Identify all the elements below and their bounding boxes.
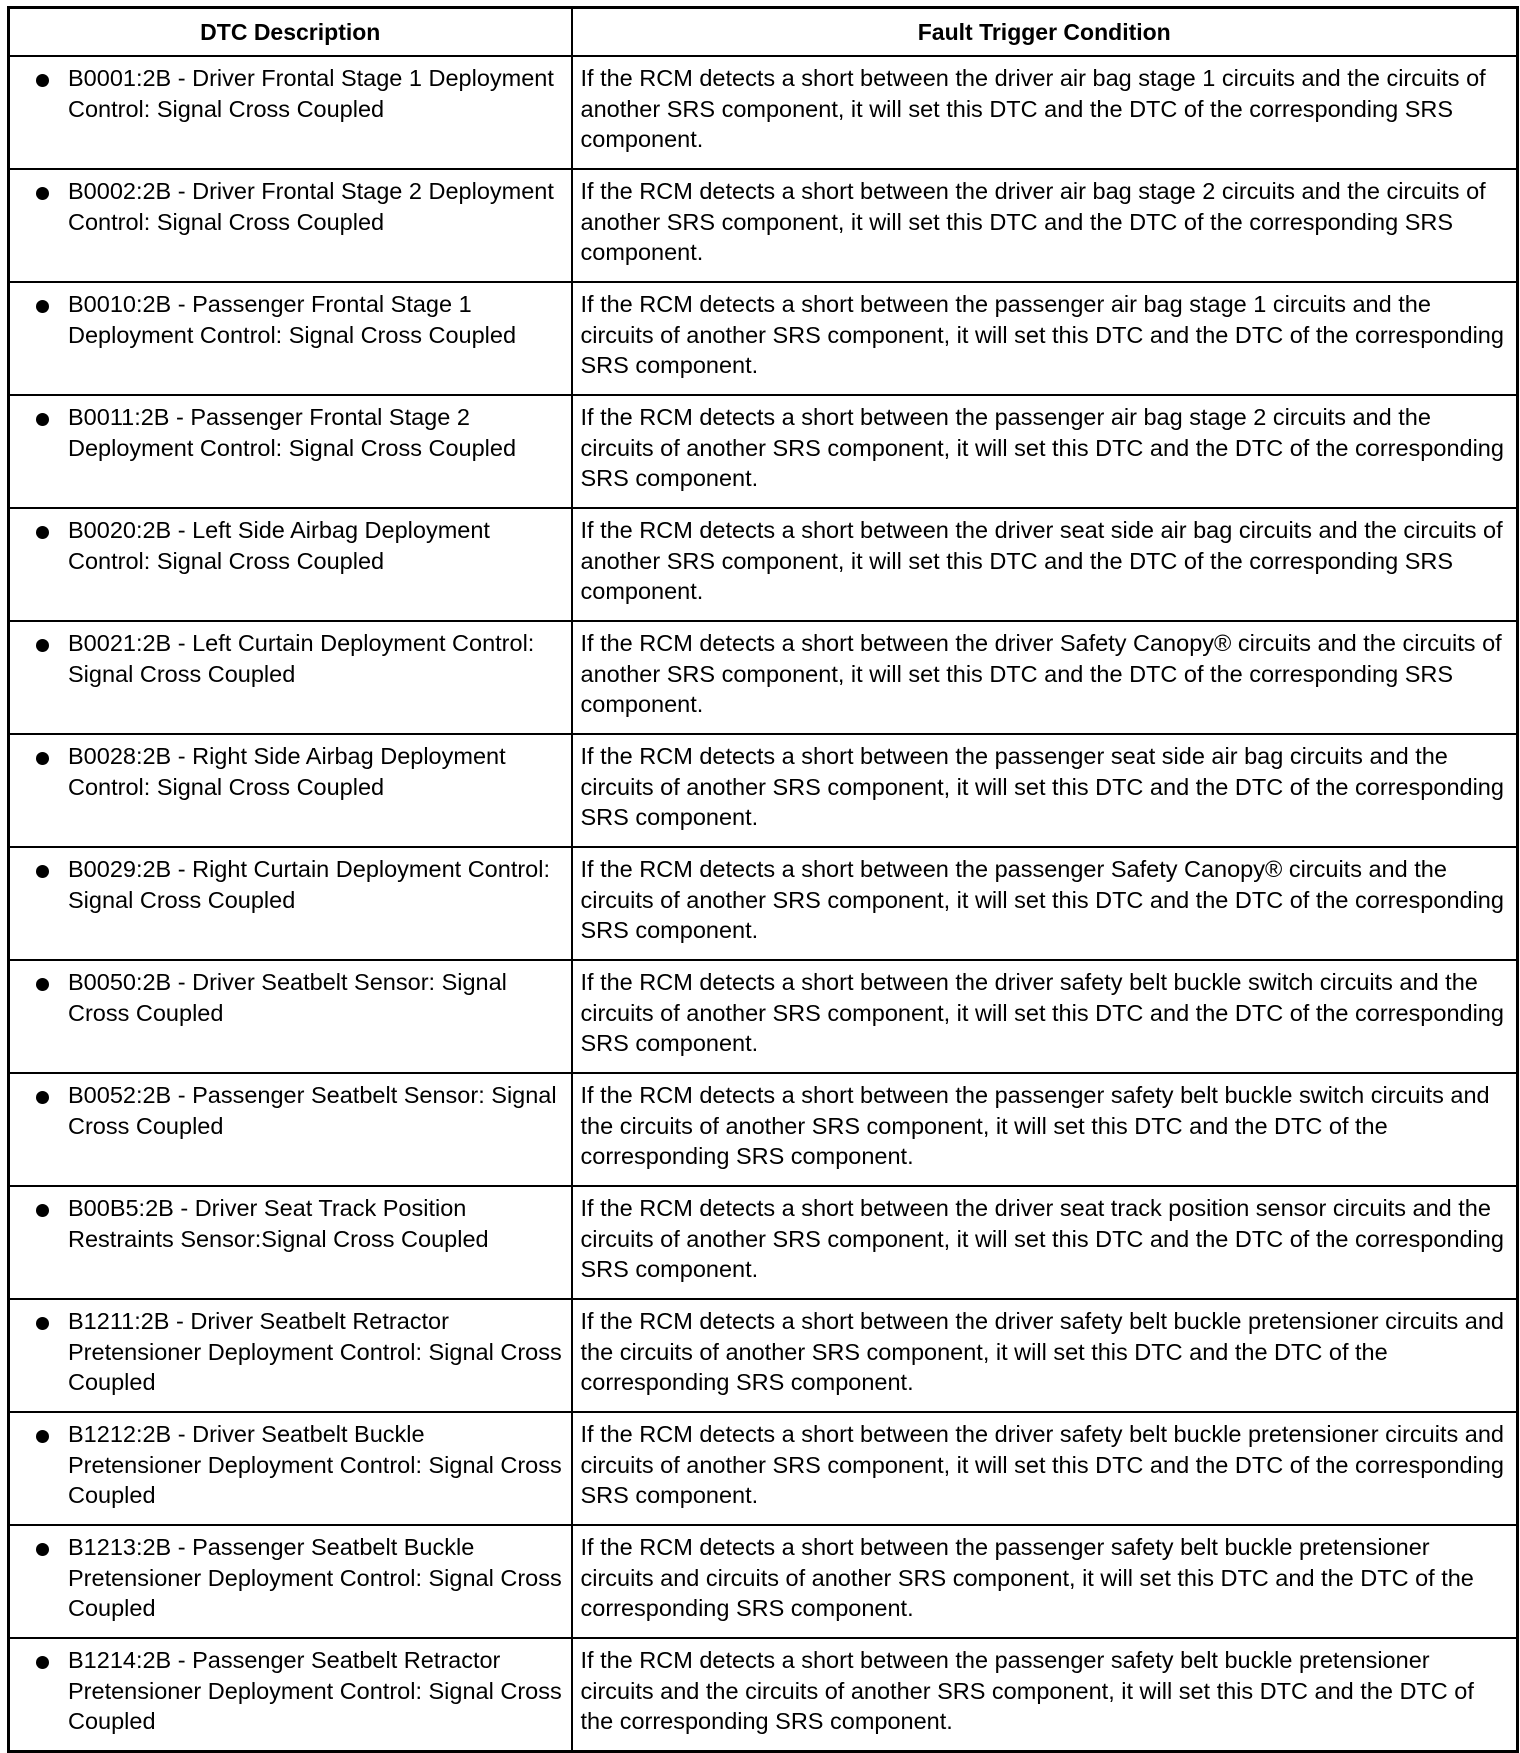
dtc-description-cell — [9, 621, 572, 734]
fault-condition-cell: If the RCM detects a short between the driver safety belt buckle pretensioner circuits and circuits of another SRS component, it will set this DTC and the DTC of the corresponding SRS component. — [572, 1412, 1518, 1525]
dtc-description-text: B1211:2B - Driver Seatbelt Retractor Pretensioner Deployment Control: Signal Cross Coupled — [68, 1308, 562, 1395]
bullet-icon — [36, 1317, 49, 1330]
bullet-icon — [36, 74, 49, 87]
bullet-icon — [36, 300, 49, 313]
table-row — [9, 1525, 1518, 1638]
fault-condition-cell: If the RCM detects a short between the driver seat track position sensor circuits and the circuits of another SRS component, it will set this DTC and the DTC of the corresponding SRS component. — [572, 1186, 1518, 1299]
table-header-row — [9, 8, 1518, 57]
fault-condition-cell: If the RCM detects a short between the driver air bag stage 1 circuits and the circuits of another SRS component, it will set this DTC and the DTC of the corresponding SRS component. — [572, 56, 1518, 169]
table-row — [9, 734, 1518, 847]
dtc-description-text: B0002:2B - Driver Frontal Stage 2 Deployment Control: Signal Cross Coupled — [68, 178, 554, 235]
dtc-description-cell — [9, 1299, 572, 1412]
bullet-icon — [36, 978, 49, 991]
dtc-description-cell — [9, 734, 572, 847]
dtc-description-cell — [9, 508, 572, 621]
table-row — [9, 282, 1518, 395]
bullet-icon — [36, 865, 49, 878]
fault-condition-cell: If the RCM detects a short between the passenger seat side air bag circuits and the circuits of another SRS component, it will set this DTC and the DTC of the corresponding SRS component. — [572, 734, 1518, 847]
dtc-description-cell — [9, 1186, 572, 1299]
bullet-icon — [36, 1543, 49, 1556]
dtc-description-cell — [9, 960, 572, 1073]
table-body — [9, 56, 1518, 1752]
fault-condition-cell: If the RCM detects a short between the passenger air bag stage 1 circuits and the circuits of another SRS component, it will set this DTC and the DTC of the corresponding SRS component. — [572, 282, 1518, 395]
dtc-description-text: B0052:2B - Passenger Seatbelt Sensor: Signal Cross Coupled — [68, 1082, 557, 1139]
dtc-description-text: B0029:2B - Right Curtain Deployment Control: Signal Cross Coupled — [68, 856, 550, 913]
dtc-description-cell — [9, 169, 572, 282]
fault-condition-cell: If the RCM detects a short between the passenger air bag stage 2 circuits and the circuits of another SRS component, it will set this DTC and the DTC of the corresponding SRS component. — [572, 395, 1518, 508]
table-row — [9, 621, 1518, 734]
dtc-description-cell — [9, 1412, 572, 1525]
header-dtc-description: DTC Description — [9, 8, 572, 57]
table-row — [9, 169, 1518, 282]
fault-condition-cell: If the RCM detects a short between the driver air bag stage 2 circuits and the circuits of another SRS component, it will set this DTC and the DTC of the corresponding SRS component. — [572, 169, 1518, 282]
dtc-table — [7, 6, 1519, 1753]
bullet-icon — [36, 1091, 49, 1104]
bullet-icon — [36, 752, 49, 765]
table-row — [9, 1412, 1518, 1525]
dtc-description-cell — [9, 1073, 572, 1186]
dtc-description-cell — [9, 1525, 572, 1638]
dtc-description-text: B0050:2B - Driver Seatbelt Sensor: Signal Cross Coupled — [68, 969, 507, 1026]
table-row — [9, 1073, 1518, 1186]
table-row — [9, 1638, 1518, 1752]
dtc-description-text: B0001:2B - Driver Frontal Stage 1 Deployment Control: Signal Cross Coupled — [68, 65, 554, 122]
bullet-icon — [36, 639, 49, 652]
fault-condition-cell: If the RCM detects a short between the passenger Safety Canopy® circuits and the circuits of another SRS component, it will set this DTC and the DTC of the corresponding SRS component. — [572, 847, 1518, 960]
dtc-description-text: B0028:2B - Right Side Airbag Deployment Control: Signal Cross Coupled — [68, 743, 506, 800]
table-row — [9, 960, 1518, 1073]
header-fault-trigger-condition: Fault Trigger Condition — [572, 8, 1518, 57]
dtc-description-text: B0011:2B - Passenger Frontal Stage 2 Deployment Control: Signal Cross Coupled — [68, 404, 517, 461]
table-row — [9, 847, 1518, 960]
bullet-icon — [36, 1430, 49, 1443]
dtc-description-text: B1212:2B - Driver Seatbelt Buckle Pretensioner Deployment Control: Signal Cross Coupled — [68, 1421, 562, 1508]
fault-condition-cell: If the RCM detects a short between the passenger safety belt buckle pretensioner circuits and circuits of another SRS component, it will set this DTC and the DTC of the corresponding SRS component. — [572, 1525, 1518, 1638]
dtc-description-cell — [9, 56, 572, 169]
dtc-description-text: B0010:2B - Passenger Frontal Stage 1 Deployment Control: Signal Cross Coupled — [68, 291, 517, 348]
table-row — [9, 1186, 1518, 1299]
fault-condition-cell: If the RCM detects a short between the passenger safety belt buckle switch circuits and the circuits of another SRS component, it will set this DTC and the DTC of the corresponding SRS component. — [572, 1073, 1518, 1186]
dtc-description-cell — [9, 395, 572, 508]
table-row — [9, 508, 1518, 621]
fault-condition-cell: If the RCM detects a short between the driver Safety Canopy® circuits and the circuits of another SRS component, it will set this DTC and the DTC of the corresponding SRS component. — [572, 621, 1518, 734]
bullet-icon — [36, 526, 49, 539]
dtc-description-text: B1213:2B - Passenger Seatbelt Buckle Pretensioner Deployment Control: Signal Cross Coupled — [68, 1534, 562, 1621]
dtc-description-text: B0020:2B - Left Side Airbag Deployment Control: Signal Cross Coupled — [68, 517, 490, 574]
bullet-icon — [36, 1656, 49, 1669]
bullet-icon — [36, 413, 49, 426]
dtc-description-cell — [9, 1638, 572, 1752]
dtc-description-cell — [9, 282, 572, 395]
dtc-description-text: B00B5:2B - Driver Seat Track Position Restraints Sensor:Signal Cross Coupled — [68, 1195, 489, 1252]
dtc-description-text: B0021:2B - Left Curtain Deployment Control: Signal Cross Coupled — [68, 630, 535, 687]
table-row — [9, 395, 1518, 508]
table-row — [9, 1299, 1518, 1412]
fault-condition-cell: If the RCM detects a short between the driver seat side air bag circuits and the circuits of another SRS component, it will set this DTC and the DTC of the corresponding SRS component. — [572, 508, 1518, 621]
fault-condition-cell: If the RCM detects a short between the passenger safety belt buckle pretensioner circuits and the circuits of another SRS component, it will set this DTC and the DTC of the corresponding SRS component. — [572, 1638, 1518, 1752]
dtc-description-text: B1214:2B - Passenger Seatbelt Retractor Pretensioner Deployment Control: Signal Cross Coupled — [68, 1647, 562, 1734]
table-row — [9, 56, 1518, 169]
dtc-description-cell — [9, 847, 572, 960]
bullet-icon — [36, 187, 49, 200]
bullet-icon — [36, 1204, 49, 1217]
fault-condition-cell: If the RCM detects a short between the driver safety belt buckle pretensioner circuits and the circuits of another SRS component, it will set this DTC and the DTC of the corresponding SRS component. — [572, 1299, 1518, 1412]
fault-condition-cell: If the RCM detects a short between the driver safety belt buckle switch circuits and the circuits of another SRS component, it will set this DTC and the DTC of the corresponding SRS component. — [572, 960, 1518, 1073]
